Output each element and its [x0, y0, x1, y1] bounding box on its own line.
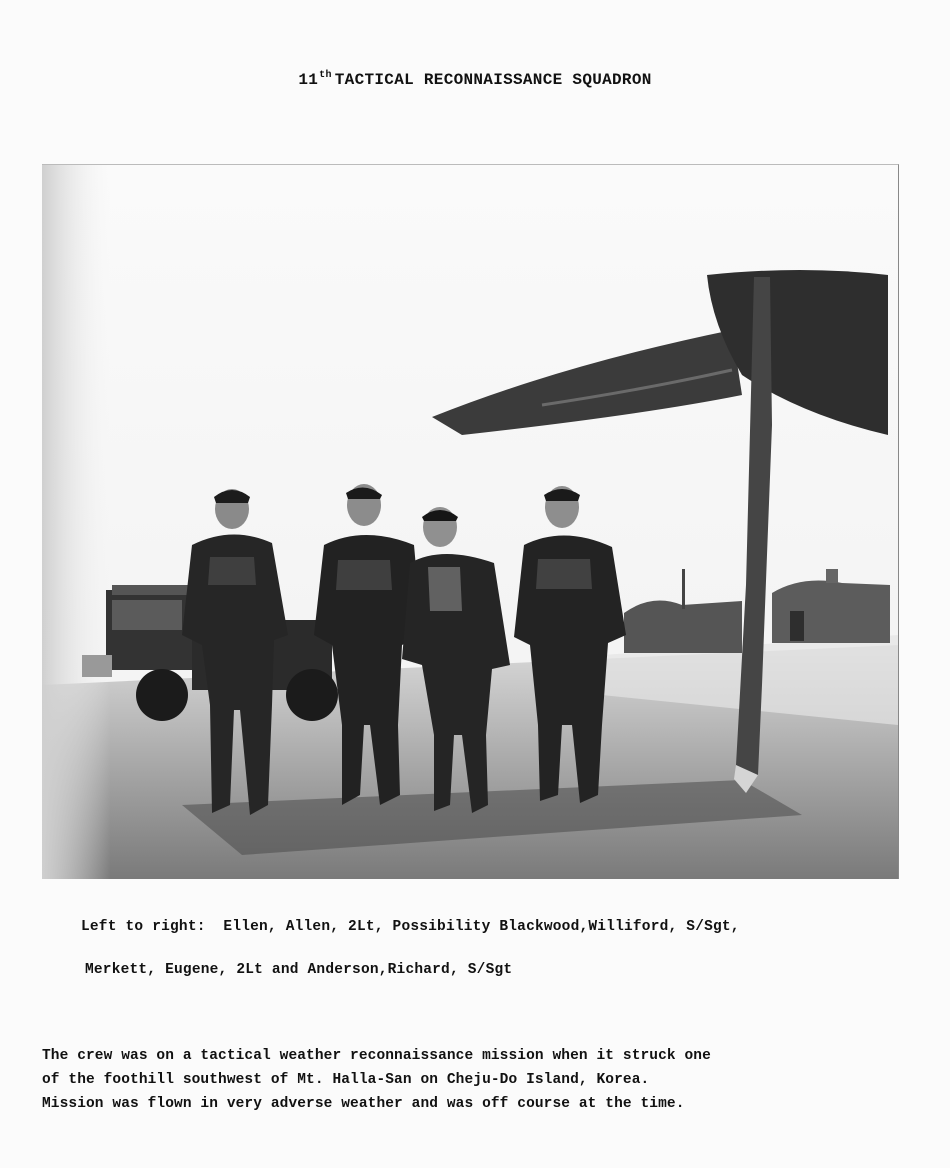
description-paragraph [42, 1044, 922, 1116]
title-text: TACTICAL RECONNAISSANCE SQUADRON [334, 71, 652, 89]
title-suffix: th [319, 70, 332, 81]
page-title [0, 70, 950, 89]
caption-line-1: Left to right: Ellen, Allen, 2Lt, Possibility Blackwood,Williford, S/Sgt, [81, 919, 740, 935]
description-line: The crew was on a tactical weather reconnaissance mission when it struck one [42, 1048, 711, 1064]
description-line: of the foothill southwest of Mt. Halla-San on Cheju-Do Island, Korea. [42, 1072, 650, 1088]
description-line: Mission was flown in very adverse weather and was off course at the time. [42, 1096, 685, 1112]
title-number: 11 [298, 71, 319, 89]
caption-line-2: Merkett, Eugene, 2Lt and Anderson,Richard, S/Sgt [85, 962, 513, 978]
crew-photo [42, 164, 899, 879]
